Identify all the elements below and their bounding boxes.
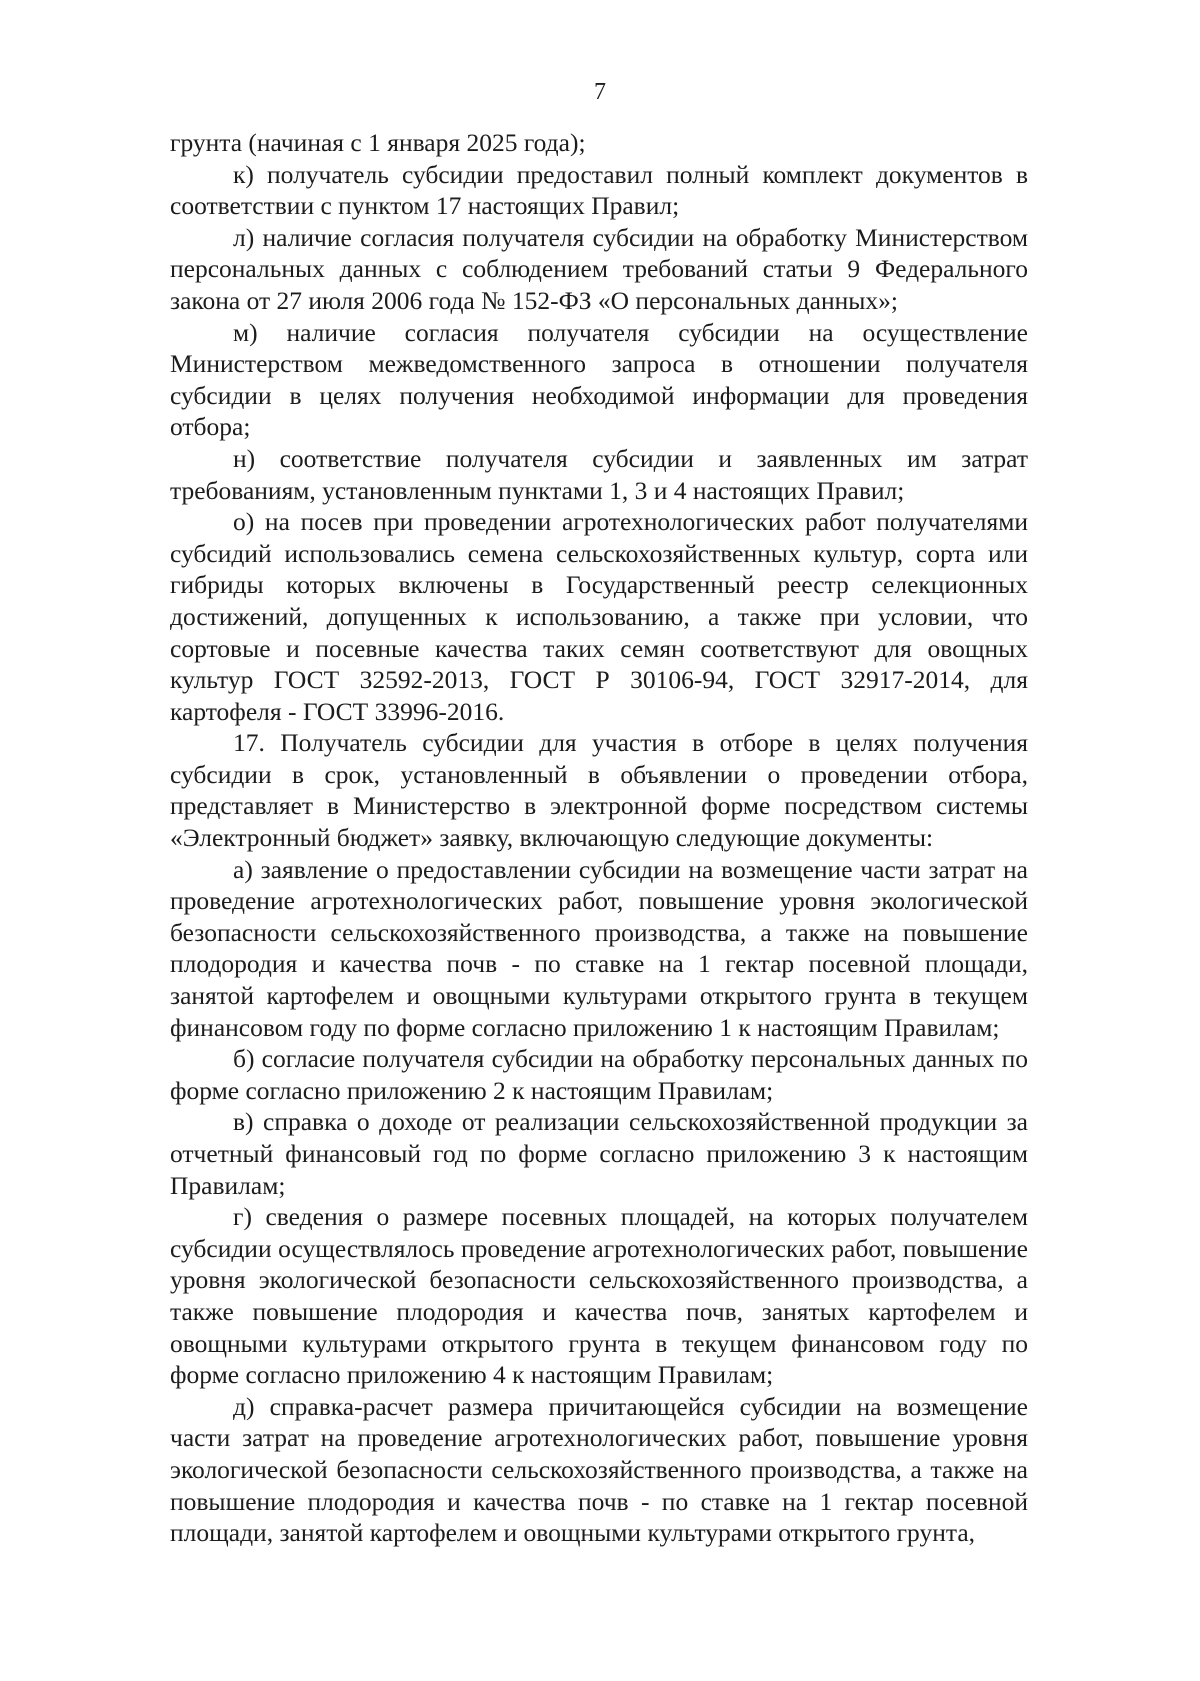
paragraph-item-g: г) сведения о размере посевных площадей, на которых получателем субсидии осуществлялось проведение агротехнологических работ, повышение уровня экологической безопасности сельскохозяйственного производства, а также повышение плодородия и качества почв, занятых картофелем и овощными культурами открытого грунта в текущем финансовом году по форме согласно приложению 4 к настоящим Правилам; xyxy=(170,1202,1028,1390)
paragraph-item-m: м) наличие согласия получателя субсидии на осуществление Министерством межведомственного запроса в отношении получателя субсидии в целях получения необходимой информации для проведения отбора; xyxy=(170,317,1028,442)
paragraph-item-k: к) получатель субсидии предоставил полный комплект документов в соответствии с пунктом 17 настоящих Правил; xyxy=(170,159,1028,221)
paragraph-continuation: грунта (начиная с 1 января 2025 года); xyxy=(170,128,586,157)
paragraph-item-l: л) наличие согласия получателя субсидии на обработку Министерством персональных данных с соблюдением требований статьи 9 Федерального закона от 27 июля 2006 года № 152-ФЗ «О персональных данных»; xyxy=(170,222,1028,315)
paragraph-item-a: а) заявление о предоставлении субсидии на возмещение части затрат на проведение агротехнологических работ, повышение уровня экологической безопасности сельскохозяйственного производства, а также на повышение плодородия и качества почв - по ставке на 1 гектар посевной площади, занятой картофелем и овощными культурами открытого грунта в текущем финансовом году по форме согласно приложению 1 к настоящим Правилам; xyxy=(170,854,1028,1042)
page-number: 7 xyxy=(594,79,606,105)
paragraph-item-o: о) на посев при проведении агротехнологических работ получателями субсидий использовались семена сельскохозяйственных культур, сорта или гибриды которых включены в Государственный реестр селекционных достижений, допущенных к использованию, а также при условии, что сортовые и посевные качества таких семян соответствуют для овощных культур ГОСТ 32592-2013, ГОСТ Р 30106-94, ГОСТ 32917-2014, для картофеля - ГОСТ 33996-2016. xyxy=(170,507,1028,726)
paragraph-clause-17: 17. Получатель субсидии для участия в отборе в целях получения субсидии в срок, установленный в объявлении о проведении отбора, представляет в Министерство в электронной форме посредством системы «Электронный бюджет» заявку, включающую следующие документы: xyxy=(170,728,1028,853)
paragraph-item-b: б) согласие получателя субсидии на обработку персональных данных по форме согласно приложению 2 к настоящим Правилам; xyxy=(170,1044,1028,1105)
paragraph-item-d: д) справка-расчет размера причитающейся субсидии на возмещение части затрат на проведение агротехнологических работ, повышение уровня экологической безопасности сельскохозяйственного производства, а также на повышение плодородия и качества почв - по ставке на 1 гектар посевной площади, занятой картофелем и овощными культурами открытого грунта, xyxy=(170,1391,1028,1548)
paragraph-item-v: в) справка о доходе от реализации сельскохозяйственной продукции за отчетный финансовый год по форме согласно приложению 3 к настоящим Правилам; xyxy=(170,1107,1028,1200)
document-body xyxy=(170,127,1028,1549)
paragraph-item-n: н) соответствие получателя субсидии и заявленных им затрат требованиям, установленным пунктами 1, 3 и 4 настоящих Правил; xyxy=(170,443,1028,505)
